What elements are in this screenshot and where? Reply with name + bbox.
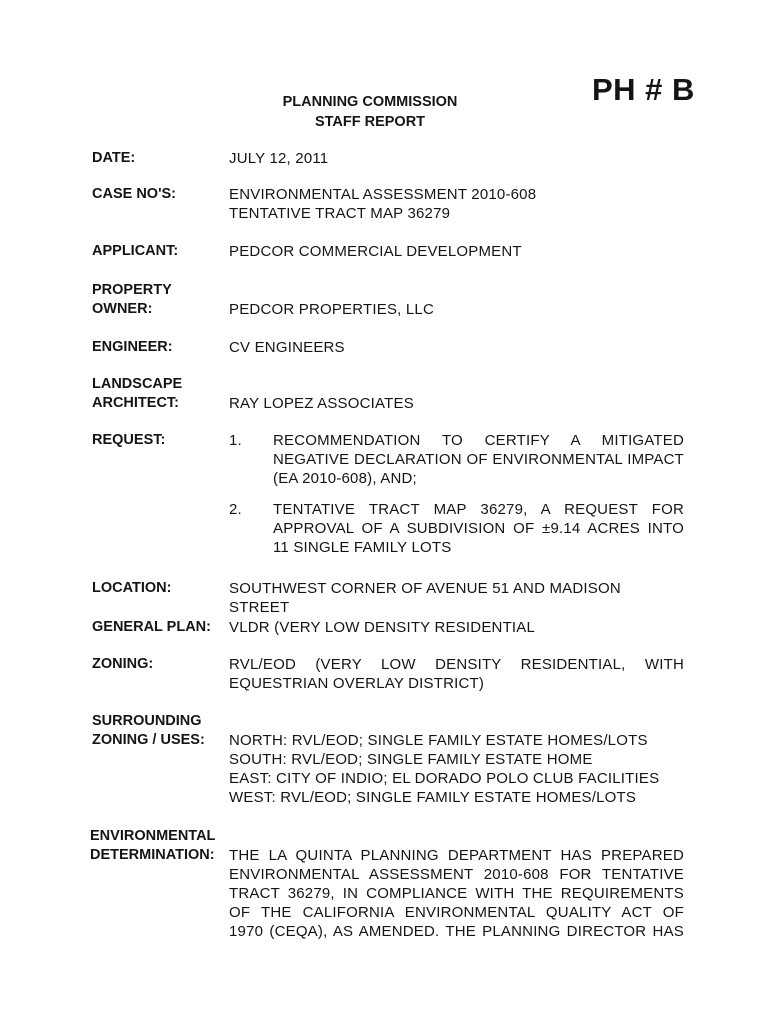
public-hearing-tag: PH # B bbox=[592, 72, 695, 107]
request-item bbox=[229, 431, 684, 488]
field-label: GENERAL PLAN: bbox=[92, 619, 211, 635]
request-item-number: 2. bbox=[229, 501, 242, 518]
request-line: TENTATIVE TRACT MAP 36279, A REQUEST FOR bbox=[273, 501, 684, 518]
field-label: LOCATION: bbox=[92, 580, 172, 596]
environmental-line: THE LA QUINTA PLANNING DEPARTMENT HAS PREPARED bbox=[229, 847, 684, 864]
field-label bbox=[92, 281, 232, 319]
field-value bbox=[229, 655, 684, 693]
case-no-line: ENVIRONMENTAL ASSESSMENT 2010-608 bbox=[229, 186, 537, 203]
label-line: LANDSCAPE bbox=[92, 376, 183, 392]
field-value: RAY LOPEZ ASSOCIATES bbox=[229, 395, 414, 412]
field-label bbox=[90, 827, 240, 865]
environmental-line: OF THE CALIFORNIA ENVIRONMENTAL QUALITY ACT OF bbox=[229, 904, 684, 921]
label-line: DETERMINATION: bbox=[90, 847, 215, 863]
report-heading bbox=[240, 92, 500, 132]
request-item-number: 1. bbox=[229, 432, 242, 449]
field-value: CV ENGINEERS bbox=[229, 339, 345, 356]
field-value: PEDCOR PROPERTIES, LLC bbox=[229, 301, 435, 318]
environmental-line: 1970 (CEQA), AS AMENDED. THE PLANNING DIRECTOR HAS bbox=[229, 923, 684, 940]
request-item-text bbox=[273, 431, 684, 488]
label-line: OWNER: bbox=[92, 301, 153, 317]
surrounding-line: WEST: RVL/EOD; SINGLE FAMILY ESTATE HOMES/LOTS bbox=[229, 789, 637, 806]
request-line: RECOMMENDATION TO CERTIFY A MITIGATED bbox=[273, 432, 684, 449]
heading-line-1: PLANNING COMMISSION bbox=[282, 94, 458, 110]
field-label: ENGINEER: bbox=[92, 339, 173, 355]
request-items bbox=[229, 431, 684, 557]
field-label: REQUEST: bbox=[92, 432, 166, 448]
request-line: NEGATIVE DECLARATION OF ENVIRONMENTAL IMPACT bbox=[273, 451, 684, 468]
zoning-line: RVL/EOD (VERY LOW DENSITY RESIDENTIAL, WITH bbox=[229, 656, 684, 673]
request-line: APPROVAL OF A SUBDIVISION OF ±9.14 ACRES INTO bbox=[273, 520, 684, 537]
field-value: VLDR (VERY LOW DENSITY RESIDENTIAL bbox=[229, 619, 536, 636]
heading-line-2: STAFF REPORT bbox=[314, 114, 426, 130]
request-line: (EA 2010-608), AND; bbox=[273, 470, 417, 487]
field-value: PEDCOR COMMERCIAL DEVELOPMENT bbox=[229, 243, 522, 260]
label-line: SURROUNDING bbox=[92, 713, 202, 729]
label-line: ARCHITECT: bbox=[92, 395, 179, 411]
case-no-line: TENTATIVE TRACT MAP 36279 bbox=[229, 205, 451, 222]
field-value bbox=[229, 185, 684, 223]
field-value: JULY 12, 2011 bbox=[229, 150, 329, 167]
label-line: PROPERTY bbox=[92, 282, 172, 298]
label-line: ENVIRONMENTAL bbox=[90, 828, 216, 844]
request-line: 11 SINGLE FAMILY LOTS bbox=[273, 539, 452, 556]
field-label: CASE NO'S: bbox=[92, 186, 177, 202]
environmental-text bbox=[229, 846, 684, 941]
surrounding-line: EAST: CITY OF INDIO; EL DORADO POLO CLUB FACILITIES bbox=[229, 770, 660, 787]
field-label bbox=[92, 712, 232, 750]
environmental-line: TRACT 36279, IN COMPLIANCE WITH THE REQUIREMENTS bbox=[229, 885, 684, 902]
request-item-text bbox=[273, 500, 684, 557]
field-value: SOUTHWEST CORNER OF AVENUE 51 AND MADISON STREET bbox=[229, 580, 621, 616]
surrounding-line: NORTH: RVL/EOD; SINGLE FAMILY ESTATE HOMES/LOTS bbox=[229, 732, 648, 749]
field-label: APPLICANT: bbox=[92, 243, 179, 259]
environmental-line: ENVIRONMENTAL ASSESSMENT 2010-608 FOR TENTATIVE bbox=[229, 866, 684, 883]
field-label: DATE: bbox=[92, 150, 136, 166]
field-value bbox=[229, 731, 684, 807]
label-line: ZONING / USES: bbox=[92, 732, 205, 748]
surrounding-line: SOUTH: RVL/EOD; SINGLE FAMILY ESTATE HOME bbox=[229, 751, 593, 768]
field-label: ZONING: bbox=[92, 656, 154, 672]
request-item bbox=[229, 500, 684, 557]
zoning-line: EQUESTRIAN OVERLAY DISTRICT) bbox=[229, 675, 485, 692]
field-label bbox=[92, 375, 232, 413]
